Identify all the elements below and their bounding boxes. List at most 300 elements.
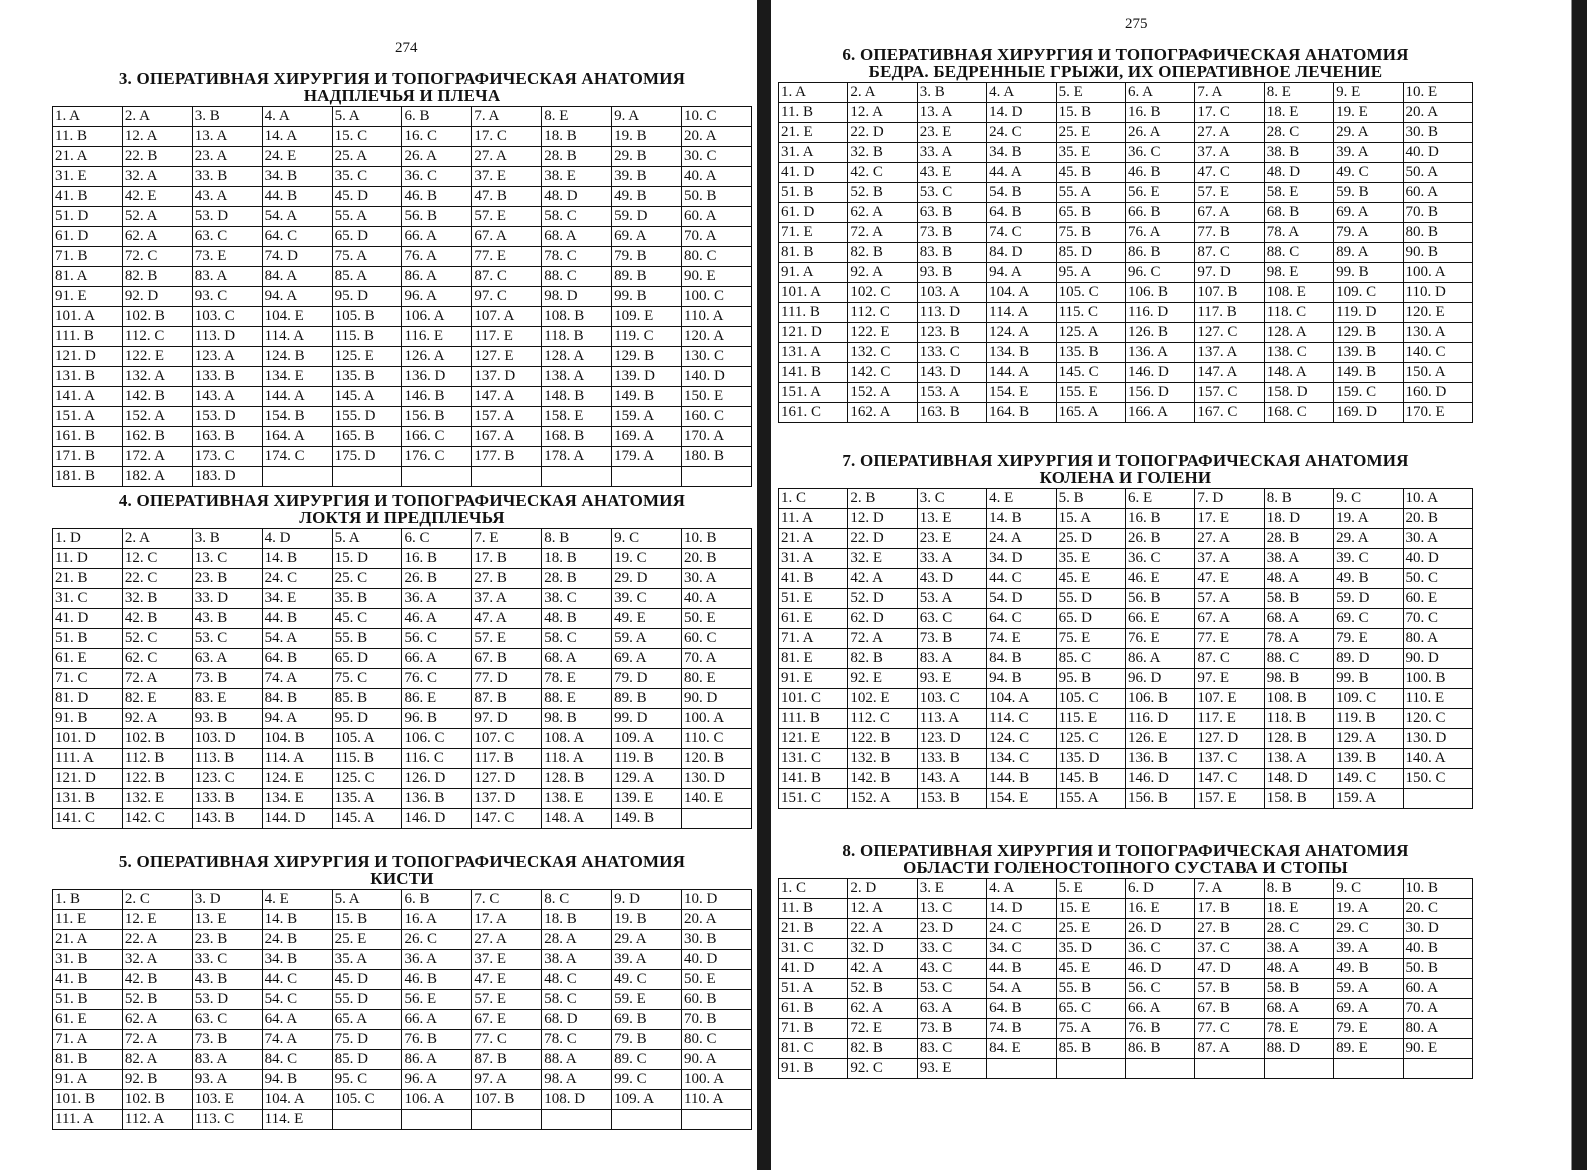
- answer-cell: 34. B: [262, 167, 332, 187]
- answer-cell: 8. B: [542, 529, 612, 549]
- answer-cell: 50. E: [682, 609, 752, 629]
- answer-cell: 7. D: [1195, 489, 1264, 509]
- answer-cell: 56. B: [1125, 589, 1194, 609]
- answer-cell: 54. A: [262, 629, 332, 649]
- table-row: [779, 83, 1473, 103]
- answer-cell: 17. B: [472, 549, 542, 569]
- section-title: 3. ОПЕРАТИВНАЯ ХИРУРГИЯ И ТОПОГРАФИЧЕСКАЯ АНАТОМИЯ: [118, 69, 686, 88]
- answer-cell: 80. E: [682, 669, 752, 689]
- table-row: [53, 467, 752, 487]
- table-row: [779, 343, 1473, 363]
- answer-cell: 80. B: [1403, 223, 1472, 243]
- answer-cell: 50. C: [1403, 569, 1472, 589]
- answer-cell: 51. B: [53, 990, 123, 1010]
- answer-cell: 43. A: [192, 187, 262, 207]
- table-row: [779, 879, 1473, 899]
- answer-cell: 5. E: [1056, 879, 1125, 899]
- answer-cell: 54. A: [987, 979, 1056, 999]
- answer-cell: 84. A: [262, 267, 332, 287]
- answer-cell: 16. A: [402, 910, 472, 930]
- answer-cell: 76. B: [1125, 1019, 1194, 1039]
- answer-cell: 13. A: [192, 127, 262, 147]
- answer-cell: 91. E: [779, 669, 848, 689]
- answer-cell: 44. B: [262, 187, 332, 207]
- answer-cell: 32. B: [848, 143, 917, 163]
- answer-cell: 88. D: [1264, 1039, 1333, 1059]
- answer-cell: 83. B: [917, 243, 986, 263]
- answer-cell: 105. B: [332, 307, 402, 327]
- answer-cell: 72. E: [848, 1019, 917, 1039]
- table-row: [779, 979, 1473, 999]
- answer-cell: 86. B: [1125, 1039, 1194, 1059]
- answer-cell: 26. B: [402, 569, 472, 589]
- answer-cell: 59. D: [1334, 589, 1403, 609]
- answer-cell: 20. C: [1403, 899, 1472, 919]
- answer-cell: 57. B: [1195, 979, 1264, 999]
- answer-cell: 14. A: [262, 127, 332, 147]
- answer-cell: 91. B: [779, 1059, 848, 1079]
- answer-cell: 11. D: [53, 549, 123, 569]
- answer-cell: 34. B: [262, 950, 332, 970]
- answer-cell: 45. D: [332, 187, 402, 207]
- answer-cell: 11. B: [53, 127, 123, 147]
- table-row: [53, 347, 752, 367]
- section-title: 8. ОПЕРАТИВНАЯ ХИРУРГИЯ И ТОПОГРАФИЧЕСКАЯ АНАТОМИЯ: [842, 841, 1409, 860]
- answer-cell: 49. E: [612, 609, 682, 629]
- answer-cell: 81. C: [779, 1039, 848, 1059]
- answer-cell: 41. D: [779, 163, 848, 183]
- answer-cell: 28. C: [1264, 919, 1333, 939]
- answer-cell: 70. A: [682, 649, 752, 669]
- answer-cell: 107. B: [1195, 283, 1264, 303]
- section-subtitle: КОЛЕНА И ГОЛЕНИ: [1039, 468, 1212, 487]
- answer-cell: 57. A: [1195, 589, 1264, 609]
- answer-cell: 37. A: [472, 589, 542, 609]
- answer-cell: 140. D: [682, 367, 752, 387]
- table-row: [53, 447, 752, 467]
- answer-cell: 145. B: [1056, 769, 1125, 789]
- answer-cell: 128. A: [1264, 323, 1333, 343]
- answer-cell: 15. D: [332, 549, 402, 569]
- answer-cell: 131. C: [779, 749, 848, 769]
- answer-cell: 37. A: [1195, 143, 1264, 163]
- table-row: [53, 769, 752, 789]
- answer-cell: 22. B: [122, 147, 192, 167]
- answer-cell: 26. D: [1125, 919, 1194, 939]
- answer-cell: 35. E: [1056, 143, 1125, 163]
- table-row: [779, 749, 1473, 769]
- answer-cell: 48. A: [1264, 959, 1333, 979]
- answer-cell: 152. A: [848, 789, 917, 809]
- table-row: [779, 939, 1473, 959]
- answer-cell: 32. A: [122, 950, 192, 970]
- answer-cell: 45. B: [1056, 163, 1125, 183]
- answer-cell: 133. B: [917, 749, 986, 769]
- answer-cell: 4. A: [262, 107, 332, 127]
- answer-cell: 58. C: [542, 629, 612, 649]
- answer-cell: 65. A: [332, 1010, 402, 1030]
- answer-cell: 33. C: [192, 950, 262, 970]
- table-row: [779, 203, 1473, 223]
- answer-cell: 81. B: [779, 243, 848, 263]
- answer-cell: 19. A: [1334, 899, 1403, 919]
- answer-cell: 89. A: [1334, 243, 1403, 263]
- answer-cell: 1. A: [53, 107, 123, 127]
- answer-cell: 89. C: [612, 1050, 682, 1070]
- answer-cell: 164. B: [987, 403, 1056, 423]
- answer-cell: 37. E: [472, 950, 542, 970]
- answer-cell: 103. C: [917, 689, 986, 709]
- answer-cell: 72. A: [122, 1030, 192, 1050]
- answer-cell: [542, 1110, 612, 1130]
- answer-cell: 27. A: [1195, 529, 1264, 549]
- answer-cell: 142. C: [848, 363, 917, 383]
- answer-cell: 40. A: [682, 167, 752, 187]
- answer-cell: 154. B: [262, 407, 332, 427]
- answer-cell: 56. E: [1125, 183, 1194, 203]
- answer-cell: [542, 467, 612, 487]
- answer-cell: 124. A: [987, 323, 1056, 343]
- answer-cell: 142. C: [122, 809, 192, 829]
- section-subtitle: КИСТИ: [370, 869, 434, 888]
- answer-cell: 27. A: [472, 930, 542, 950]
- table-row: [779, 489, 1473, 509]
- table-row: [779, 669, 1473, 689]
- answer-cell: 90. D: [1403, 649, 1472, 669]
- answer-cell: 15. E: [1056, 899, 1125, 919]
- answer-cell: 51. B: [779, 183, 848, 203]
- answer-cell: 113. B: [192, 749, 262, 769]
- answer-cell: 106. B: [1125, 283, 1194, 303]
- answer-cell: 75. A: [332, 247, 402, 267]
- answer-cell: 53. A: [917, 589, 986, 609]
- answer-cell: 19. B: [612, 910, 682, 930]
- answer-cell: 11. B: [779, 899, 848, 919]
- table-row: [53, 809, 752, 829]
- answer-cell: 119. B: [612, 749, 682, 769]
- answer-cell: 20. A: [1403, 103, 1472, 123]
- answer-cell: 36. A: [402, 950, 472, 970]
- answer-cell: 141. B: [779, 363, 848, 383]
- answer-cell: 110. C: [682, 729, 752, 749]
- answer-cell: 77. C: [472, 1030, 542, 1050]
- answer-cell: 38. E: [542, 167, 612, 187]
- answer-cell: 27. A: [472, 147, 542, 167]
- answer-cell: 29. C: [1334, 919, 1403, 939]
- answer-cell: 98. B: [542, 709, 612, 729]
- answer-cell: 124. E: [262, 769, 332, 789]
- answer-cell: 32. D: [848, 939, 917, 959]
- answer-cell: 120. A: [682, 327, 752, 347]
- answer-cell: 12. C: [122, 549, 192, 569]
- answer-cell: 141. A: [53, 387, 123, 407]
- answer-cell: 172. A: [122, 447, 192, 467]
- table-row: [53, 629, 752, 649]
- answer-cell: 90. D: [682, 689, 752, 709]
- answer-cell: 76. A: [1125, 223, 1194, 243]
- answer-cell: 17. C: [1195, 103, 1264, 123]
- answer-cell: 32. A: [122, 167, 192, 187]
- answer-cell: 8. E: [1264, 83, 1333, 103]
- answer-cell: 41. B: [53, 970, 123, 990]
- answer-cell: 138. A: [542, 367, 612, 387]
- answer-cell: 39. C: [1334, 549, 1403, 569]
- answer-cell: 129. B: [1334, 323, 1403, 343]
- table-row: [779, 263, 1473, 283]
- answer-cell: 64. B: [262, 649, 332, 669]
- table-row: [779, 509, 1473, 529]
- answer-cell: 155. A: [1056, 789, 1125, 809]
- table-row: [779, 1059, 1473, 1079]
- answer-cell: 98. A: [542, 1070, 612, 1090]
- answer-cell: 160. D: [1403, 383, 1472, 403]
- answer-cell: 145. A: [332, 387, 402, 407]
- answer-cell: 41. D: [779, 959, 848, 979]
- answer-cell: 21. B: [53, 569, 123, 589]
- answer-cell: 62. A: [122, 227, 192, 247]
- answer-cell: 33. B: [192, 167, 262, 187]
- answer-cell: 14. B: [987, 509, 1056, 529]
- answer-cell: 26. A: [1125, 123, 1194, 143]
- table-row: [779, 143, 1473, 163]
- answer-cell: 68. D: [542, 1010, 612, 1030]
- answer-cell: 42. C: [848, 163, 917, 183]
- answer-cell: 114. E: [262, 1110, 332, 1130]
- answer-cell: 79. D: [612, 669, 682, 689]
- answer-cell: 15. A: [1056, 509, 1125, 529]
- answer-cell: 39. A: [1334, 939, 1403, 959]
- answer-cell: 96. A: [402, 287, 472, 307]
- answer-cell: 77. E: [1195, 629, 1264, 649]
- answer-cell: 91. A: [53, 1070, 123, 1090]
- answer-cell: 178. A: [542, 447, 612, 467]
- answer-cell: 102. C: [848, 283, 917, 303]
- answer-cell: 79. E: [1334, 1019, 1403, 1039]
- answer-cell: 67. B: [472, 649, 542, 669]
- answer-cell: 111. B: [779, 303, 848, 323]
- answer-cell: 66. B: [1125, 203, 1194, 223]
- answer-cell: 39. C: [612, 589, 682, 609]
- answer-cell: 2. A: [122, 529, 192, 549]
- answer-cell: 16. C: [402, 127, 472, 147]
- answer-cell: 137. C: [1195, 749, 1264, 769]
- answer-cell: 131. B: [53, 789, 123, 809]
- answer-cell: 74. E: [987, 629, 1056, 649]
- answer-cell: 1. D: [53, 529, 123, 549]
- answer-cell: 52. C: [122, 629, 192, 649]
- answer-cell: 41. D: [53, 609, 123, 629]
- answer-cell: 96. C: [1125, 263, 1194, 283]
- table-row: [53, 187, 752, 207]
- answer-cell: 10. D: [682, 890, 752, 910]
- answer-cell: 21. A: [53, 147, 123, 167]
- answer-cell: 125. E: [332, 347, 402, 367]
- answer-cell: 122. B: [848, 729, 917, 749]
- answer-cell: 120. B: [682, 749, 752, 769]
- answer-cell: 143. D: [917, 363, 986, 383]
- answer-cell: 76. B: [402, 1030, 472, 1050]
- answer-cell: 49. B: [612, 187, 682, 207]
- answer-cell: 12. D: [848, 509, 917, 529]
- answer-cell: 103. A: [917, 283, 986, 303]
- answer-cell: 87. C: [1195, 243, 1264, 263]
- answer-cell: 92. A: [848, 263, 917, 283]
- answer-cell: 130. D: [1403, 729, 1472, 749]
- answer-cell: 122. E: [848, 323, 917, 343]
- answer-cell: 71. E: [779, 223, 848, 243]
- answer-cell: 53. C: [192, 629, 262, 649]
- answer-cell: 17. C: [472, 127, 542, 147]
- answer-cell: 130. C: [682, 347, 752, 367]
- answer-cell: 68. A: [542, 649, 612, 669]
- answer-cell: 50. B: [1403, 959, 1472, 979]
- answer-cell: 101. C: [779, 689, 848, 709]
- answer-cell: 129. A: [612, 769, 682, 789]
- answer-cell: 6. C: [402, 529, 472, 549]
- answer-cell: 69. A: [612, 227, 682, 247]
- answer-cell: 35. A: [332, 950, 402, 970]
- answer-cell: 43. D: [917, 569, 986, 589]
- answer-cell: 59. D: [612, 207, 682, 227]
- answer-cell: 126. E: [1125, 729, 1194, 749]
- answer-cell: 134. E: [262, 367, 332, 387]
- answer-cell: 103. C: [192, 307, 262, 327]
- answer-cell: 139. B: [1334, 749, 1403, 769]
- answer-cell: 23. E: [917, 529, 986, 549]
- answer-cell: 153. B: [917, 789, 986, 809]
- answer-cell: 53. C: [917, 979, 986, 999]
- answer-cell: 94. A: [262, 709, 332, 729]
- answer-cell: 57. E: [472, 207, 542, 227]
- answer-cell: 102. B: [122, 307, 192, 327]
- answer-cell: 49. C: [612, 970, 682, 990]
- page-274: [0, 0, 770, 1170]
- answer-cell: 118. B: [542, 327, 612, 347]
- table-row: [779, 629, 1473, 649]
- answer-cell: 56. C: [402, 629, 472, 649]
- answer-cell: 82. B: [848, 1039, 917, 1059]
- answer-cell: 20. B: [682, 549, 752, 569]
- answer-cell: 6. D: [1125, 879, 1194, 899]
- answer-cell: 54. D: [987, 589, 1056, 609]
- table-row: [53, 1090, 752, 1110]
- answer-cell: 60. E: [1403, 589, 1472, 609]
- answer-cell: 7. A: [1195, 83, 1264, 103]
- answer-cell: 137. D: [472, 367, 542, 387]
- answer-cell: 47. D: [1195, 959, 1264, 979]
- answer-cell: 174. C: [262, 447, 332, 467]
- answer-cell: 40. D: [682, 950, 752, 970]
- table-row: [779, 709, 1473, 729]
- answer-cell: 21. B: [779, 919, 848, 939]
- answer-cell: 15. C: [332, 127, 402, 147]
- answer-cell: 150. A: [1403, 363, 1472, 383]
- answer-cell: 23. B: [192, 930, 262, 950]
- answer-cell: 43. B: [192, 970, 262, 990]
- answer-cell: 60. B: [682, 990, 752, 1010]
- answer-cell: 142. B: [848, 769, 917, 789]
- answer-cell: 47. E: [1195, 569, 1264, 589]
- answer-cell: 58. C: [542, 207, 612, 227]
- table-row: [53, 427, 752, 447]
- answer-cell: 33. A: [917, 549, 986, 569]
- answer-cell: 57. E: [1195, 183, 1264, 203]
- answer-cell: 88. A: [542, 1050, 612, 1070]
- answer-cell: 9. C: [1334, 879, 1403, 899]
- answer-cell: [1403, 789, 1472, 809]
- answer-cell: 119. B: [1334, 709, 1403, 729]
- answer-cell: 41. B: [53, 187, 123, 207]
- answer-cell: 152. A: [122, 407, 192, 427]
- answer-cell: 59. B: [1334, 183, 1403, 203]
- answer-cell: 8. E: [542, 107, 612, 127]
- answer-cell: 70. B: [682, 1010, 752, 1030]
- answer-cell: 20. B: [1403, 509, 1472, 529]
- answer-cell: 86. E: [402, 689, 472, 709]
- answer-cell: 107. E: [1195, 689, 1264, 709]
- answer-cell: 104. B: [262, 729, 332, 749]
- answer-cell: 159. A: [1334, 789, 1403, 809]
- answer-cell: 45. D: [332, 970, 402, 990]
- answer-cell: 97. A: [472, 1070, 542, 1090]
- answer-cell: 50. E: [682, 970, 752, 990]
- answer-cell: 158. B: [1264, 789, 1333, 809]
- answer-cell: 3. B: [917, 83, 986, 103]
- answer-cell: 61. D: [779, 203, 848, 223]
- answer-cell: 116. C: [402, 749, 472, 769]
- answer-cell: 149. B: [612, 387, 682, 407]
- answer-cell: 76. C: [402, 669, 472, 689]
- answer-cell: 51. B: [53, 629, 123, 649]
- answer-cell: 88. E: [542, 689, 612, 709]
- answer-cell: 115. B: [332, 749, 402, 769]
- answer-cell: 52. D: [848, 589, 917, 609]
- answer-cell: 108. B: [542, 307, 612, 327]
- answer-cell: 18. B: [542, 127, 612, 147]
- answer-cell: 99. D: [612, 709, 682, 729]
- answer-cell: 1. A: [779, 83, 848, 103]
- answer-cell: 60. A: [682, 207, 752, 227]
- answer-cell: 126. B: [1125, 323, 1194, 343]
- answer-cell: 87. B: [472, 689, 542, 709]
- answer-cell: 24. C: [262, 569, 332, 589]
- answer-cell: 22. A: [122, 930, 192, 950]
- answer-cell: 144. D: [262, 809, 332, 829]
- table-row: [779, 919, 1473, 939]
- answer-cell: 36. C: [1125, 939, 1194, 959]
- answer-cell: 83. C: [917, 1039, 986, 1059]
- answer-cell: 55. D: [332, 990, 402, 1010]
- answer-cell: 79. B: [612, 1030, 682, 1050]
- answer-cell: 21. E: [779, 123, 848, 143]
- answer-cell: 54. A: [262, 207, 332, 227]
- answer-cell: 9. D: [612, 890, 682, 910]
- answer-cell: 6. B: [402, 107, 472, 127]
- table-row: [53, 649, 752, 669]
- answer-cell: 94. B: [262, 1070, 332, 1090]
- answer-cell: 7. A: [472, 107, 542, 127]
- answer-cell: 93. E: [917, 1059, 986, 1079]
- table-row: [53, 387, 752, 407]
- answer-cell: 34. E: [262, 589, 332, 609]
- answer-cell: 19. A: [1334, 509, 1403, 529]
- answer-cell: 154. E: [987, 383, 1056, 403]
- answer-cell: 171. B: [53, 447, 123, 467]
- answer-cell: 63. A: [917, 999, 986, 1019]
- answer-cell: 117. E: [1195, 709, 1264, 729]
- answer-cell: 80. C: [682, 247, 752, 267]
- answer-cell: 124. C: [987, 729, 1056, 749]
